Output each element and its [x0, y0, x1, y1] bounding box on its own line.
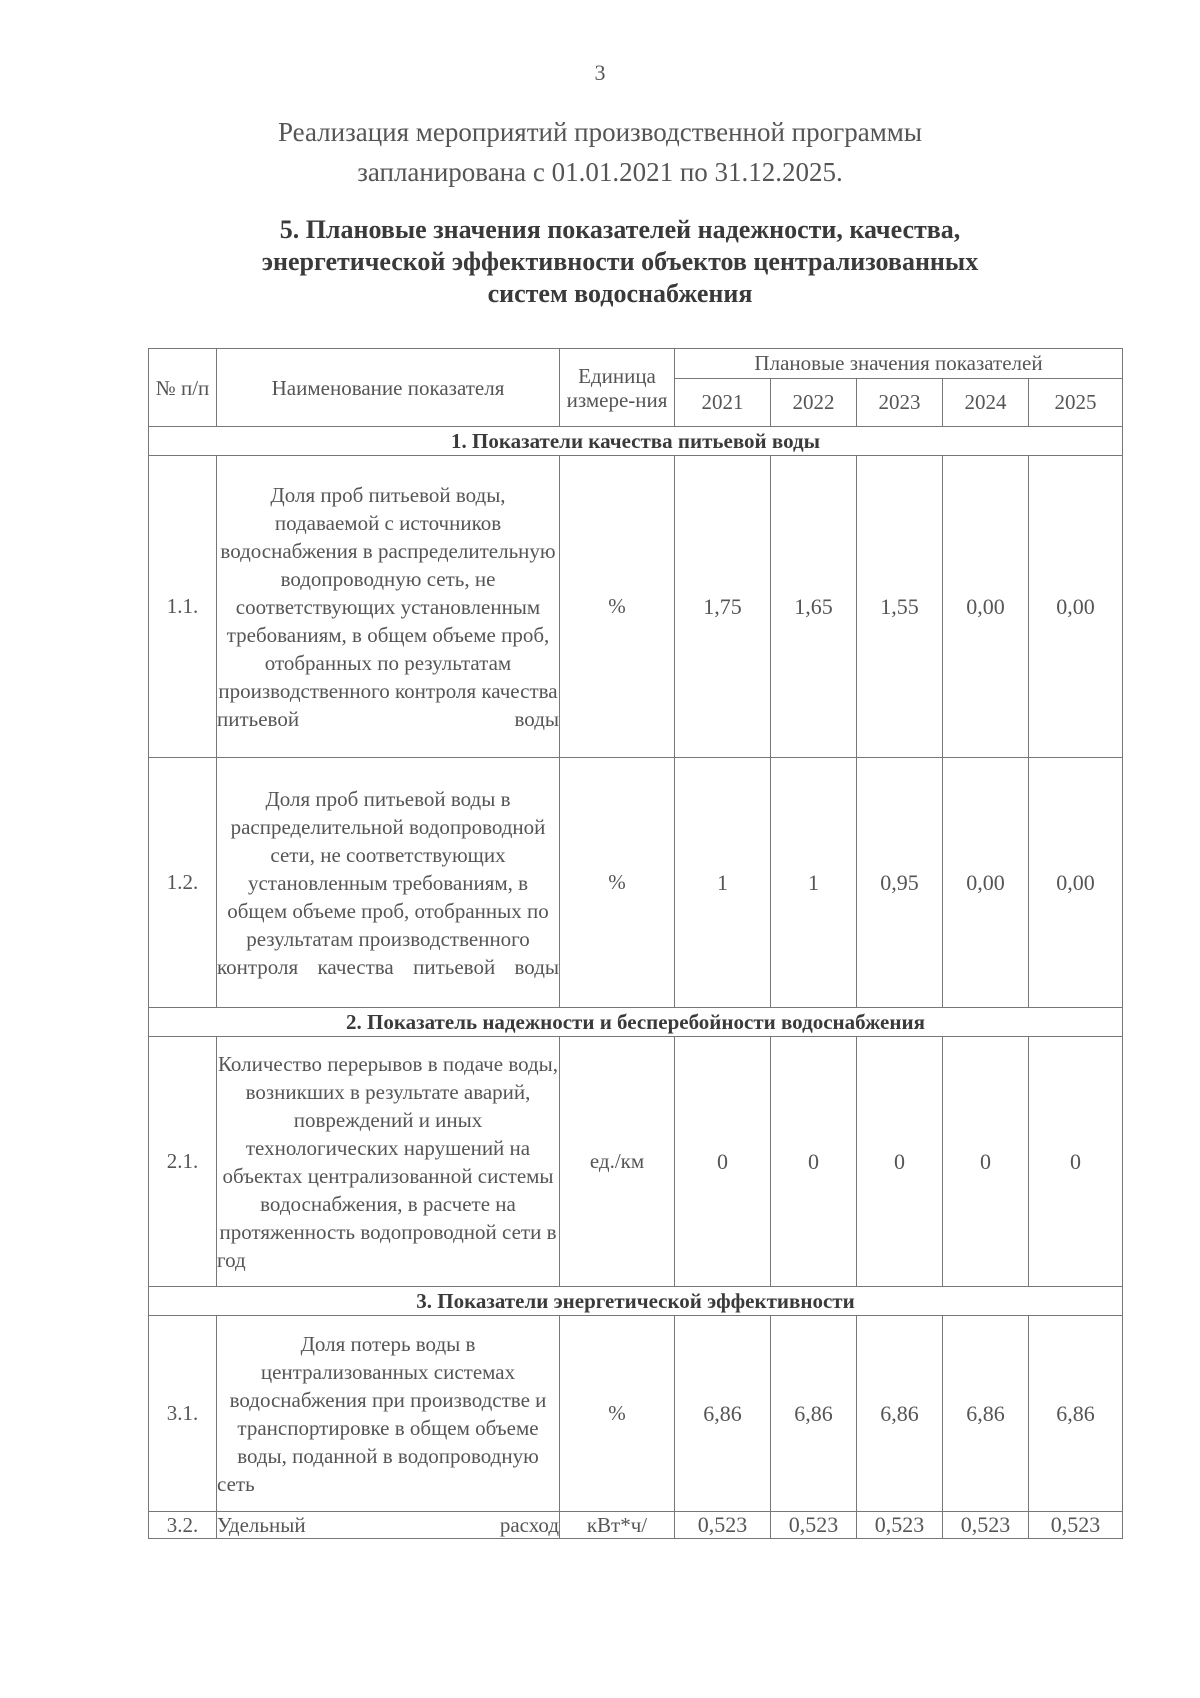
header-year: 2022 — [771, 379, 857, 427]
page-number: 3 — [594, 60, 606, 85]
row-num: 3.1. — [149, 1316, 217, 1512]
intro-text — [0, 112, 1200, 192]
row-name: Доля проб питьевой воды в распределительной водопроводной сети, не соответствующих установленным требованиям, в общем объеме проб, отобранных по результатам производственного контроля качества питьевой воды — [217, 758, 560, 1008]
row-name: Доля проб питьевой воды, подаваемой с источников водоснабжения в распределительную водопроводную сеть, не соответствующих установленным требованиям, в общем объеме проб, отобранных по результатам производственного контроля качества питьевой воды — [217, 456, 560, 758]
row-value: 6,86 — [857, 1316, 943, 1512]
row-value: 0 — [943, 1037, 1029, 1287]
row-value: 1,75 — [675, 456, 771, 758]
row-value: 0,00 — [943, 456, 1029, 758]
row-value: 0 — [1029, 1037, 1123, 1287]
header-unit: Единица измере-ния — [560, 349, 675, 427]
row-name: Количество перерывов в подаче воды, возникших в результате аварий, повреждений и иных технологических нарушений на объектах централизованной системы водоснабжения, в расчете на протяженность водопроводной сети в год — [217, 1037, 560, 1287]
table-row — [149, 1316, 1123, 1512]
group-title: 2. Показатель надежности и бесперебойности водоснабжения — [149, 1008, 1123, 1037]
row-value: 0 — [857, 1037, 943, 1287]
header-name: Наименование показателя — [217, 349, 560, 427]
row-name: Доля потерь воды в централизованных системах водоснабжения при производстве и транспортировке в общем объеме воды, поданной в водопроводную сеть — [217, 1316, 560, 1512]
row-value: 0,00 — [1029, 456, 1123, 758]
row-name: Удельный расход — [217, 1513, 559, 1537]
section-title-line-2: энергетической эффективности объектов централизованных — [261, 247, 979, 276]
row-value: 1,65 — [771, 456, 857, 758]
section-title — [220, 214, 1020, 310]
row-value: 0,95 — [857, 758, 943, 1008]
row-value: 6,86 — [771, 1316, 857, 1512]
header-year: 2023 — [857, 379, 943, 427]
row-num: 1.1. — [149, 456, 217, 758]
intro-line-2: запланирована с 01.01.2021 по 31.12.2025. — [357, 157, 843, 187]
table-row — [149, 1512, 1123, 1539]
row-value: 0,523 — [771, 1512, 857, 1539]
table-row — [149, 758, 1123, 1008]
row-unit: % — [560, 456, 675, 758]
row-value: 1,55 — [857, 456, 943, 758]
row-value: 0 — [771, 1037, 857, 1287]
row-unit: % — [560, 1316, 675, 1512]
section-title-line-3: систем водоснабжения — [487, 279, 753, 308]
row-num: 1.2. — [149, 758, 217, 1008]
row-value: 0,523 — [1029, 1512, 1123, 1539]
row-unit: ед./км — [560, 1037, 675, 1287]
header-year: 2021 — [675, 379, 771, 427]
header-num: № п/п — [149, 349, 217, 427]
header-year: 2025 — [1029, 379, 1123, 427]
row-value: 0,00 — [1029, 758, 1123, 1008]
table-row — [149, 1037, 1123, 1287]
intro-line-1: Реализация мероприятий производственной программы — [277, 117, 923, 147]
row-value: 0 — [675, 1037, 771, 1287]
row-value: 0,523 — [857, 1512, 943, 1539]
indicators-table — [148, 348, 1123, 1539]
row-value: 0,523 — [943, 1512, 1029, 1539]
row-unit: % — [560, 758, 675, 1008]
group-title: 1. Показатели качества питьевой воды — [149, 427, 1123, 456]
row-value: 1 — [771, 758, 857, 1008]
row-unit: кВт*ч/ — [560, 1512, 675, 1539]
section-title-line-1: 5. Плановые значения показателей надежности, качества, — [279, 215, 961, 244]
row-value: 0,523 — [675, 1512, 771, 1539]
header-year: 2024 — [943, 379, 1029, 427]
header-plan: Плановые значения показателей — [675, 349, 1123, 379]
row-value: 1 — [675, 758, 771, 1008]
table-row — [149, 456, 1123, 758]
row-value: 6,86 — [943, 1316, 1029, 1512]
group-title: 3. Показатели энергетической эффективности — [149, 1287, 1123, 1316]
row-num: 3.2. — [149, 1512, 217, 1539]
row-value: 6,86 — [675, 1316, 771, 1512]
row-value: 0,00 — [943, 758, 1029, 1008]
row-value: 6,86 — [1029, 1316, 1123, 1512]
row-num: 2.1. — [149, 1037, 217, 1287]
